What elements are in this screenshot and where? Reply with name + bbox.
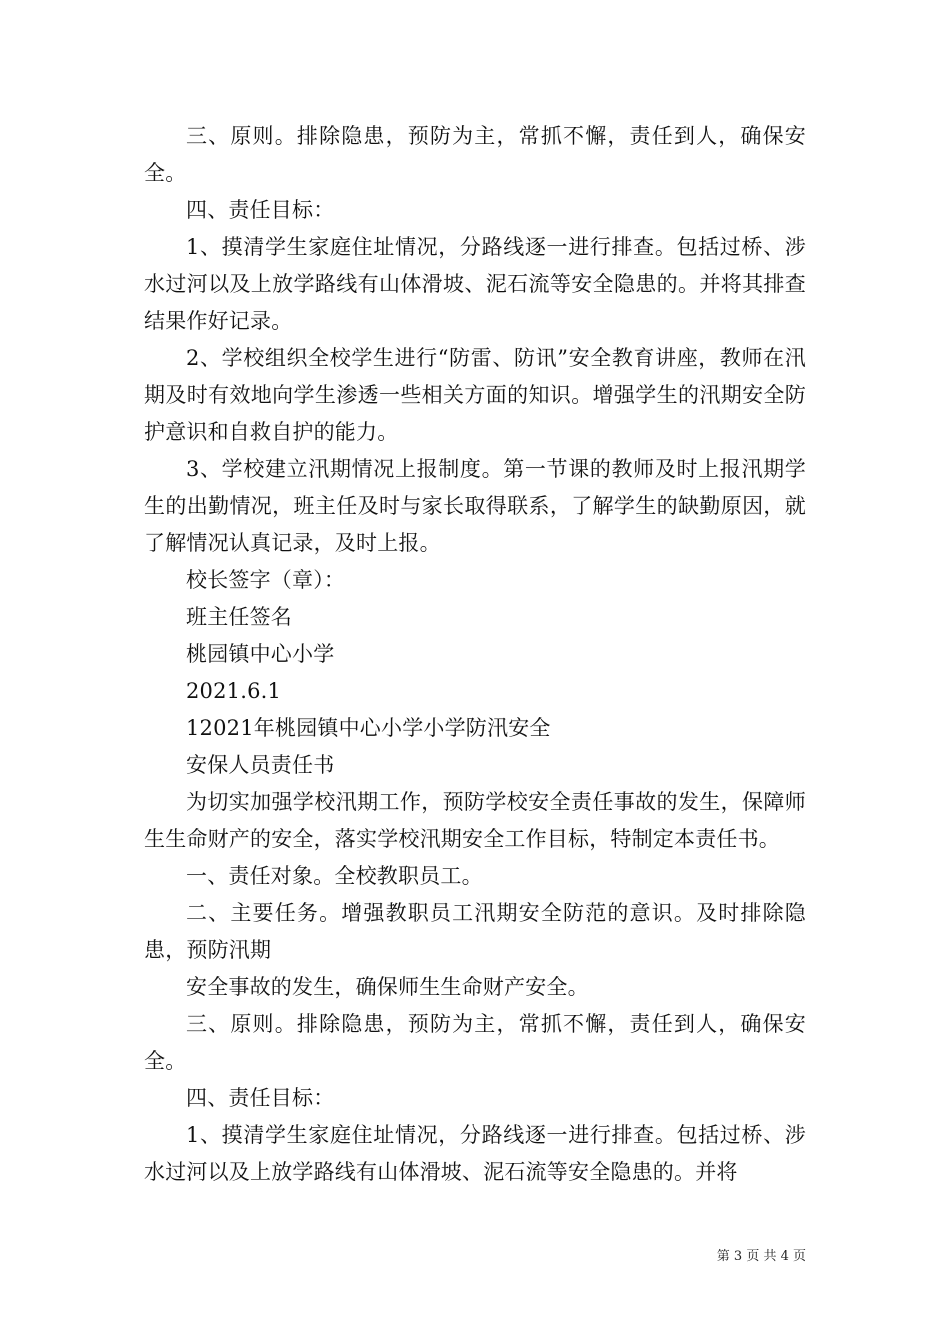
paragraph-principle: 三、原则。排除隐患，预防为主，常抓不懈，责任到人，确保安全。 <box>144 124 806 185</box>
paragraph-goal-2: 2、学校组织全校学生进行“防雷、防讯”安全教育讲座，教师在汛期及时有效地向学生渗透一些相关方面的知识。增强学生的汛期安全防护意识和自救自护的能力。 <box>144 346 806 444</box>
paragraph-goal-1: 1、摸清学生家庭住址情况，分路线逐一进行排查。包括过桥、涉水过河以及上放学路线有山体滑坡、泥石流等安全隐患的。并将其排查结果作好记录。 <box>144 235 806 333</box>
paragraph-goals-heading: 四、责任目标： <box>186 198 335 222</box>
paragraph-tasks: 二、主要任务。增强教职员工汛期安全防范的意识。及时排除隐患，预防汛期 <box>144 901 806 962</box>
paragraph-target: 一、责任对象。全校教职员工。 <box>186 864 483 888</box>
page-number-footer: 第 3 页 共 4 页 <box>716 1249 806 1264</box>
paragraph-intro: 为切实加强学校汛期工作，预防学校安全责任事故的发生，保障师生生命财产的安全，落实学校汛期安全工作目标，特制定本责任书。 <box>144 790 806 851</box>
paragraph-goal-3: 3、学校建立汛期情况上报制度。第一节课的教师及时上报汛期学生的出勤情况，班主任及时与家长取得联系，了解学生的缺勤原因，就了解情况认真记录，及时上报。 <box>144 457 806 555</box>
paragraph-goal-1-repeat: 1、摸清学生家庭住址情况，分路线逐一进行排查。包括过桥、涉水过河以及上放学路线有山体滑坡、泥石流等安全隐患的。并将 <box>144 1123 806 1184</box>
document-date: 2021.6.1 <box>186 679 282 703</box>
section-title-line-2: 安保人员责任书 <box>186 753 335 777</box>
section-title-line-1: 12021年桃园镇中心小学小学防汛安全 <box>186 716 551 740</box>
principal-signature-line: 校长签字（章）： <box>186 568 346 592</box>
document-body <box>144 118 806 1191</box>
paragraph-tasks-continued: 安全事故的发生，确保师生生命财产安全。 <box>186 975 589 999</box>
paragraph-principle-repeat: 三、原则。排除隐患，预防为主，常抓不懈，责任到人，确保安全。 <box>144 1012 806 1073</box>
paragraph-goals-heading-repeat: 四、责任目标： <box>186 1086 335 1110</box>
teacher-signature-line: 班主任签名 <box>186 605 292 629</box>
school-name: 桃园镇中心小学 <box>186 642 335 666</box>
